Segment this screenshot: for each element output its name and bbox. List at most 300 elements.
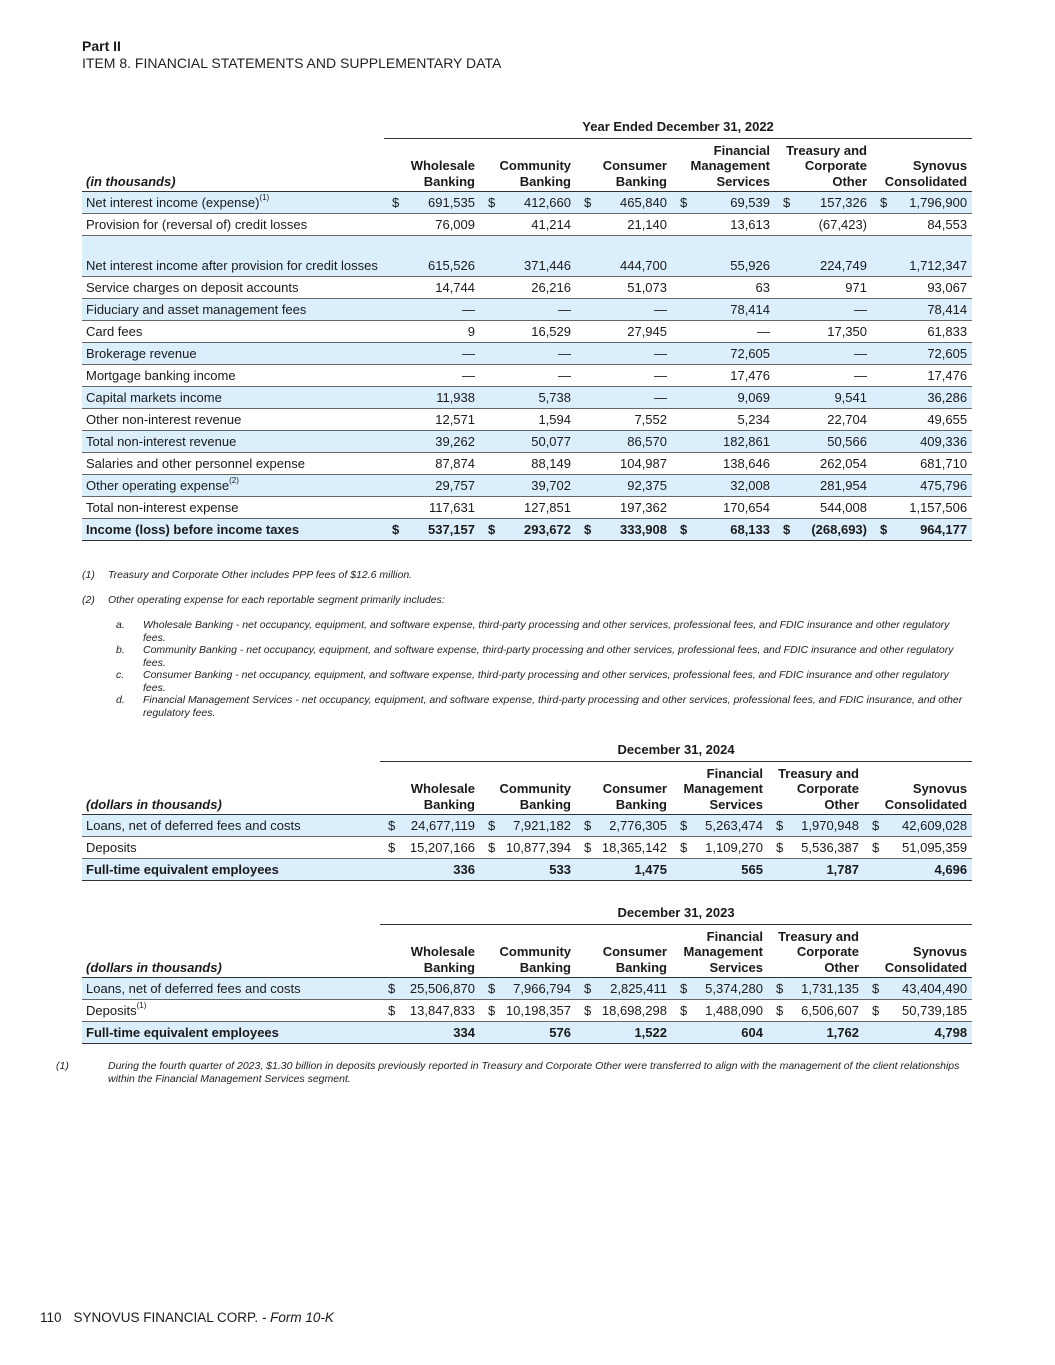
- segment-balances-table-2023: [82, 902, 972, 1044]
- row-label: Loans, net of deferred fees and costs: [82, 978, 380, 1000]
- column-header: [672, 924, 768, 978]
- table2-grid: [82, 739, 972, 881]
- column-header-line: Banking: [423, 173, 475, 189]
- row-label: Loans, net of deferred fees and costs: [82, 815, 380, 837]
- currency-symbol: [576, 453, 600, 475]
- cell-value: 7,966,794: [500, 978, 576, 1000]
- cell-value: 1,970,948: [788, 815, 864, 837]
- column-header: [384, 138, 480, 192]
- row-label: Total non-interest revenue: [82, 431, 384, 453]
- column-header-line: Corporate: [804, 158, 867, 173]
- cell-value: 465,840: [600, 192, 672, 214]
- cell-value: 9: [408, 321, 480, 343]
- cell-value: 537,157: [408, 519, 480, 541]
- currency-symbol: [775, 431, 799, 453]
- units-label: (in thousands): [82, 138, 384, 192]
- currency-symbol: $: [576, 815, 596, 837]
- cell-value: 1,522: [596, 1022, 672, 1044]
- column-header: [480, 761, 576, 815]
- currency-symbol: [480, 497, 504, 519]
- currency-symbol: [775, 453, 799, 475]
- cell-value: —: [799, 343, 872, 365]
- column-header-line: Other: [824, 959, 859, 975]
- currency-symbol: $: [480, 815, 500, 837]
- cell-value: 224,749: [799, 236, 872, 277]
- table-row: [82, 1000, 972, 1022]
- footnote-text-b: Community Banking - net occupancy, equipment, and software expense, third-party processing and other services, professional fees, and FDIC insurance and other regulatory fees.: [143, 644, 954, 669]
- currency-symbol: $: [380, 815, 400, 837]
- table-row: [82, 453, 972, 475]
- column-header-line: Consumer: [602, 158, 667, 173]
- cell-value: 24,677,119: [400, 815, 480, 837]
- cell-value: —: [799, 365, 872, 387]
- currency-symbol: $: [480, 519, 504, 541]
- cell-value: —: [600, 299, 672, 321]
- cell-value: 17,350: [799, 321, 872, 343]
- currency-symbol: [480, 1022, 500, 1044]
- cell-value: 7,552: [600, 409, 672, 431]
- cell-value: 138,646: [696, 453, 775, 475]
- cell-value: —: [408, 343, 480, 365]
- cell-value: 41,214: [504, 214, 576, 236]
- currency-symbol: [480, 214, 504, 236]
- currency-symbol: [672, 277, 696, 299]
- currency-symbol: [576, 365, 600, 387]
- column-header-line: Banking: [615, 173, 667, 189]
- cell-value: 971: [799, 277, 872, 299]
- currency-symbol: $: [768, 815, 788, 837]
- table-row: [82, 1022, 972, 1044]
- currency-symbol: [384, 387, 408, 409]
- table-row: [82, 343, 972, 365]
- segment-balances-table-2024: [82, 739, 972, 881]
- currency-symbol: $: [672, 978, 692, 1000]
- cell-value: —: [504, 343, 576, 365]
- cell-value: 444,700: [600, 236, 672, 277]
- column-header-line: Corporate: [796, 781, 859, 796]
- form-label: - Form 10-K: [258, 1310, 334, 1325]
- currency-symbol: [864, 1022, 884, 1044]
- cell-value: 1,787: [788, 859, 864, 881]
- table-row: [82, 475, 972, 497]
- currency-symbol: [775, 387, 799, 409]
- cell-value: 2,825,411: [596, 978, 672, 1000]
- currency-symbol: [775, 409, 799, 431]
- cell-value: 371,446: [504, 236, 576, 277]
- units-label: (dollars in thousands): [82, 761, 380, 815]
- column-header-line: Banking: [519, 796, 571, 812]
- currency-symbol: [872, 475, 896, 497]
- currency-symbol: $: [576, 519, 600, 541]
- page-header: [82, 38, 501, 72]
- currency-symbol: [384, 497, 408, 519]
- cell-value: 12,571: [408, 409, 480, 431]
- table-row: [82, 519, 972, 541]
- column-header-line: Other: [832, 173, 867, 189]
- currency-symbol: [775, 277, 799, 299]
- cell-value: 412,660: [504, 192, 576, 214]
- cell-value: 475,796: [896, 475, 972, 497]
- currency-symbol: [872, 277, 896, 299]
- cell-value: 29,757: [408, 475, 480, 497]
- currency-symbol: [576, 343, 600, 365]
- currency-symbol: [576, 431, 600, 453]
- cell-value: 170,654: [696, 497, 775, 519]
- row-label: Service charges on deposit accounts: [82, 277, 384, 299]
- cell-value: 1,796,900: [896, 192, 972, 214]
- currency-symbol: [775, 299, 799, 321]
- cell-value: 50,077: [504, 431, 576, 453]
- currency-symbol: $: [480, 837, 500, 859]
- currency-symbol: [872, 343, 896, 365]
- column-header-line: Management: [683, 781, 763, 796]
- currency-symbol: $: [768, 837, 788, 859]
- cell-value: 964,177: [896, 519, 972, 541]
- row-label: Provision for (reversal of) credit losses: [82, 214, 384, 236]
- footnote-ref: (2): [229, 476, 239, 485]
- currency-symbol: $: [480, 978, 500, 1000]
- currency-symbol: [480, 343, 504, 365]
- column-header-line: Consumer: [602, 944, 667, 959]
- row-label: Salaries and other personnel expense: [82, 453, 384, 475]
- cell-value: 1,731,135: [788, 978, 864, 1000]
- currency-symbol: [384, 321, 408, 343]
- currency-symbol: [576, 214, 600, 236]
- currency-symbol: [872, 214, 896, 236]
- currency-symbol: [872, 236, 896, 277]
- currency-symbol: [872, 387, 896, 409]
- row-label: Full-time equivalent employees: [82, 1022, 380, 1044]
- cell-value: 1,157,506: [896, 497, 972, 519]
- currency-symbol: $: [872, 519, 896, 541]
- currency-symbol: [775, 321, 799, 343]
- currency-symbol: $: [384, 519, 408, 541]
- currency-symbol: [775, 343, 799, 365]
- column-header-line: Banking: [615, 959, 667, 975]
- column-header-line: Banking: [615, 796, 667, 812]
- table-row: [82, 277, 972, 299]
- currency-symbol: [672, 859, 692, 881]
- row-label: Other operating expense$^{(2)}$: [82, 475, 384, 497]
- currency-symbol: $: [576, 978, 596, 1000]
- cell-value: —: [600, 365, 672, 387]
- column-header: [576, 138, 672, 192]
- table-row: [82, 236, 972, 277]
- footnote-mark-b: b.: [116, 644, 125, 656]
- footnote-1: (1) Treasury and Corporate Other includes PPP fees of $12.6 million.: [82, 569, 413, 581]
- currency-symbol: [672, 321, 696, 343]
- column-header-line: Corporate: [796, 944, 859, 959]
- cell-value: —: [504, 299, 576, 321]
- cell-value: 9,069: [696, 387, 775, 409]
- column-header-line: Wholesale: [410, 944, 475, 959]
- currency-symbol: $: [576, 192, 600, 214]
- cell-value: 565: [692, 859, 768, 881]
- currency-symbol: [384, 299, 408, 321]
- currency-symbol: [775, 365, 799, 387]
- currency-symbol: [480, 453, 504, 475]
- column-header-line: Community: [499, 158, 571, 173]
- cell-value: 49,655: [896, 409, 972, 431]
- cell-value: 1,488,090: [692, 1000, 768, 1022]
- column-header-line: Community: [499, 781, 571, 796]
- row-label: Net interest income (expense)$^{(1)}$: [82, 192, 384, 214]
- column-header-line: Community: [499, 944, 571, 959]
- currency-symbol: $: [672, 837, 692, 859]
- column-header-line: Wholesale: [410, 781, 475, 796]
- currency-symbol: [672, 236, 696, 277]
- column-header: [480, 924, 576, 978]
- column-header: [872, 138, 972, 192]
- currency-symbol: [384, 365, 408, 387]
- currency-symbol: [384, 277, 408, 299]
- table-row: [82, 431, 972, 453]
- row-label: Deposits$^{(1)}$: [82, 1000, 380, 1022]
- cell-value: 11,938: [408, 387, 480, 409]
- cell-value: 1,109,270: [692, 837, 768, 859]
- currency-symbol: [576, 277, 600, 299]
- table-row: [82, 321, 972, 343]
- page-number: 110: [40, 1310, 62, 1325]
- currency-symbol: $: [384, 192, 408, 214]
- cell-value: 72,605: [896, 343, 972, 365]
- currency-symbol: [576, 859, 596, 881]
- cell-value: 27,945: [600, 321, 672, 343]
- currency-symbol: [775, 214, 799, 236]
- footnote-mark-c: c.: [116, 669, 125, 681]
- cell-value: 1,762: [788, 1022, 864, 1044]
- currency-symbol: [768, 859, 788, 881]
- cell-value: 293,672: [504, 519, 576, 541]
- currency-symbol: [384, 431, 408, 453]
- column-header-line: Synovus: [912, 781, 968, 796]
- currency-symbol: [480, 475, 504, 497]
- column-header-line: Synovus: [912, 158, 968, 173]
- currency-symbol: $: [672, 192, 696, 214]
- cell-value: 5,234: [696, 409, 775, 431]
- currency-symbol: [672, 431, 696, 453]
- currency-symbol: [672, 475, 696, 497]
- column-header-line: Consolidated: [884, 959, 968, 975]
- cell-value: 87,874: [408, 453, 480, 475]
- currency-symbol: [480, 277, 504, 299]
- cell-value: 42,609,028: [884, 815, 972, 837]
- currency-symbol: [384, 453, 408, 475]
- cell-value: 92,375: [600, 475, 672, 497]
- cell-value: 50,739,185: [884, 1000, 972, 1022]
- cell-value: 615,526: [408, 236, 480, 277]
- column-header-line: Consolidated: [884, 796, 968, 812]
- currency-symbol: [872, 365, 896, 387]
- currency-symbol: $: [864, 1000, 884, 1022]
- cell-value: 9,541: [799, 387, 872, 409]
- currency-symbol: [872, 497, 896, 519]
- cell-value: 17,476: [896, 365, 972, 387]
- cell-value: 6,506,607: [788, 1000, 864, 1022]
- cell-value: 5,738: [504, 387, 576, 409]
- column-header: [480, 138, 576, 192]
- cell-value: 36,286: [896, 387, 972, 409]
- currency-symbol: $: [768, 978, 788, 1000]
- cell-value: 10,198,357: [500, 1000, 576, 1022]
- period-heading: December 31, 2024: [380, 739, 972, 761]
- currency-symbol: [380, 1022, 400, 1044]
- currency-symbol: [380, 859, 400, 881]
- cell-value: 61,833: [896, 321, 972, 343]
- cell-value: 262,054: [799, 453, 872, 475]
- cell-value: 681,710: [896, 453, 972, 475]
- cell-value: —: [600, 387, 672, 409]
- currency-symbol: [872, 409, 896, 431]
- currency-symbol: [384, 409, 408, 431]
- cell-value: —: [696, 321, 775, 343]
- cell-value: 51,095,359: [884, 837, 972, 859]
- column-header-line: Treasury and: [786, 142, 867, 158]
- cell-value: 5,374,280: [692, 978, 768, 1000]
- column-header-line: Banking: [519, 959, 571, 975]
- cell-value: 21,140: [600, 214, 672, 236]
- currency-symbol: $: [768, 1000, 788, 1022]
- table1-grid: [82, 116, 972, 541]
- currency-symbol: [576, 409, 600, 431]
- cell-value: 10,877,394: [500, 837, 576, 859]
- currency-symbol: $: [672, 815, 692, 837]
- cell-value: 117,631: [408, 497, 480, 519]
- cell-value: 197,362: [600, 497, 672, 519]
- cell-value: 533: [500, 859, 576, 881]
- currency-symbol: [384, 475, 408, 497]
- currency-symbol: [576, 497, 600, 519]
- column-header: [864, 761, 972, 815]
- column-header-line: Financial: [713, 142, 770, 158]
- currency-symbol: [384, 236, 408, 277]
- cell-value: 17,476: [696, 365, 775, 387]
- currency-symbol: [576, 1022, 596, 1044]
- cell-value: (67,423): [799, 214, 872, 236]
- currency-symbol: $: [864, 815, 884, 837]
- company-name: SYNOVUS FINANCIAL CORP.: [73, 1310, 259, 1325]
- cell-value: 4,696: [884, 859, 972, 881]
- currency-symbol: $: [864, 978, 884, 1000]
- cell-value: 1,594: [504, 409, 576, 431]
- currency-symbol: [480, 431, 504, 453]
- currency-symbol: $: [380, 1000, 400, 1022]
- column-header-line: Wholesale: [410, 158, 475, 173]
- column-header-line: Banking: [519, 173, 571, 189]
- currency-symbol: [480, 365, 504, 387]
- currency-symbol: [672, 409, 696, 431]
- column-header-line: Financial: [706, 928, 763, 944]
- cell-value: 334: [400, 1022, 480, 1044]
- table3-grid: [82, 902, 972, 1044]
- column-header-line: Financial: [706, 765, 763, 781]
- cell-value: (268,693): [799, 519, 872, 541]
- cell-value: 18,365,142: [596, 837, 672, 859]
- currency-symbol: [672, 453, 696, 475]
- currency-symbol: [576, 475, 600, 497]
- cell-value: —: [408, 365, 480, 387]
- currency-symbol: $: [864, 837, 884, 859]
- table-row: [82, 815, 972, 837]
- column-header-line: Services: [716, 173, 770, 189]
- cell-value: —: [600, 343, 672, 365]
- cell-value: 4,798: [884, 1022, 972, 1044]
- part-label: Part II: [82, 38, 121, 54]
- currency-symbol: [872, 431, 896, 453]
- currency-symbol: [864, 859, 884, 881]
- column-header: [380, 924, 480, 978]
- currency-symbol: [672, 365, 696, 387]
- cell-value: 26,216: [504, 277, 576, 299]
- currency-symbol: $: [480, 1000, 500, 1022]
- currency-symbol: [576, 236, 600, 277]
- currency-symbol: [672, 214, 696, 236]
- footnote-deposits: (1) During the fourth quarter of 2023, $1.30 billion in deposits previously reported in Treasury and Corporate Other were transferred to align with the management of the client relationships within the Financial Management Services segment.: [56, 1060, 960, 1085]
- currency-symbol: [576, 299, 600, 321]
- cell-value: 72,605: [696, 343, 775, 365]
- cell-value: 182,861: [696, 431, 775, 453]
- column-header: [775, 138, 872, 192]
- currency-symbol: $: [380, 978, 400, 1000]
- currency-symbol: $: [380, 837, 400, 859]
- currency-symbol: $: [576, 1000, 596, 1022]
- footnote-ref: (1): [259, 193, 270, 202]
- page-footer: [40, 1310, 334, 1325]
- footnote-text-c: Consumer Banking - net occupancy, equipment, and software expense, third-party processing and other services, professional fees, and FDIC insurance and other regulatory fees.: [143, 669, 949, 694]
- currency-symbol: [672, 387, 696, 409]
- cell-value: 84,553: [896, 214, 972, 236]
- currency-symbol: [480, 387, 504, 409]
- column-header-line: Banking: [423, 959, 475, 975]
- currency-symbol: [576, 387, 600, 409]
- column-header: [576, 924, 672, 978]
- currency-symbol: [576, 321, 600, 343]
- cell-value: 157,326: [799, 192, 872, 214]
- currency-symbol: [480, 299, 504, 321]
- footnote-text-d: Financial Management Services - net occupancy, equipment, and software expense, third-party processing and other services, professional fees, and FDIC insurance, and other regulatory fees.: [143, 694, 963, 719]
- currency-symbol: [768, 1022, 788, 1044]
- column-header-line: Treasury and: [778, 928, 859, 944]
- cell-value: —: [504, 365, 576, 387]
- cell-value: 281,954: [799, 475, 872, 497]
- cell-value: 576: [500, 1022, 576, 1044]
- column-header-line: Consolidated: [884, 173, 968, 189]
- cell-value: 604: [692, 1022, 768, 1044]
- cell-value: 409,336: [896, 431, 972, 453]
- period-heading: Year Ended December 31, 2022: [384, 116, 972, 138]
- currency-symbol: $: [576, 837, 596, 859]
- cell-value: 78,414: [896, 299, 972, 321]
- row-label: Other non-interest revenue: [82, 409, 384, 431]
- cell-value: 5,263,474: [692, 815, 768, 837]
- currency-symbol: $: [872, 192, 896, 214]
- cell-value: 50,566: [799, 431, 872, 453]
- row-label: Full-time equivalent employees: [82, 859, 380, 881]
- column-header-line: Treasury and: [778, 765, 859, 781]
- column-header: [380, 761, 480, 815]
- row-label: Income (loss) before income taxes: [82, 519, 384, 541]
- cell-value: 691,535: [408, 192, 480, 214]
- currency-symbol: [480, 859, 500, 881]
- cell-value: 104,987: [600, 453, 672, 475]
- cell-value: 14,744: [408, 277, 480, 299]
- cell-value: 32,008: [696, 475, 775, 497]
- cell-value: 55,926: [696, 236, 775, 277]
- cell-value: —: [799, 299, 872, 321]
- currency-symbol: $: [672, 519, 696, 541]
- currency-symbol: [775, 497, 799, 519]
- footnote-ref: (1): [136, 1001, 147, 1010]
